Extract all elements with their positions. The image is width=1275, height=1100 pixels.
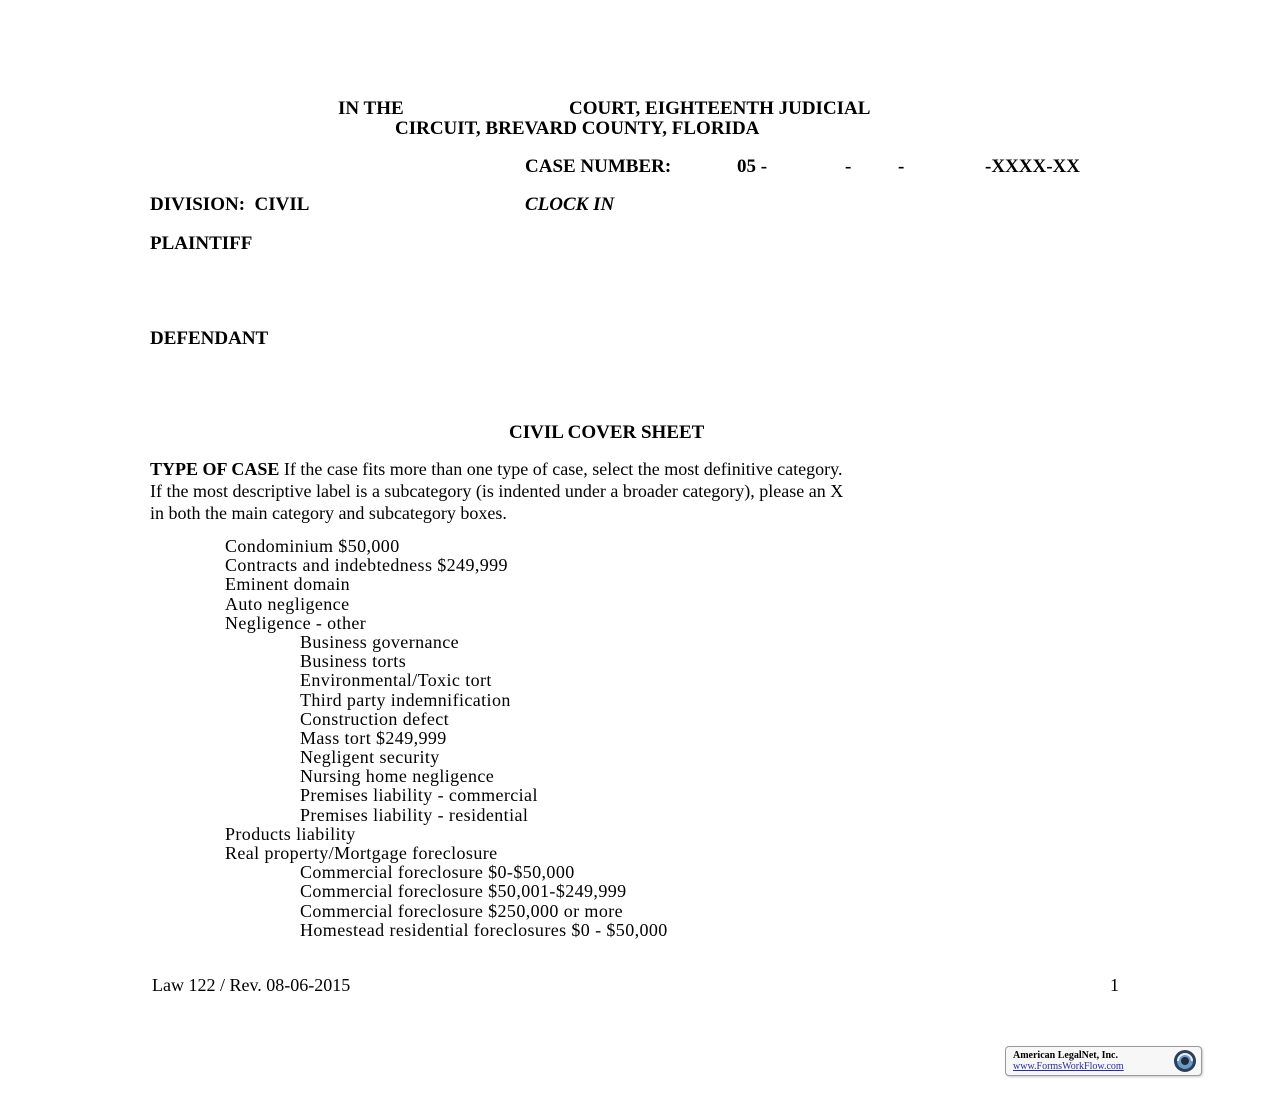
- case-number-part-1: 05 -: [737, 156, 768, 177]
- page-title: CIVIL COVER SHEET: [509, 422, 705, 443]
- case-type-item: Negligence - other: [225, 612, 367, 633]
- court-line-prefix: IN THE: [338, 98, 404, 119]
- instructions-lead: TYPE OF CASE: [150, 459, 280, 479]
- case-subtype-item: Environmental/Toxic tort: [300, 670, 492, 691]
- publisher-badge[interactable]: [1005, 1046, 1202, 1076]
- defendant-label: DEFENDANT: [150, 328, 269, 349]
- instructions-line-1-text: If the case fits more than one type of case, select the most definitive category.: [279, 459, 843, 479]
- case-type-item: Auto negligence: [225, 593, 350, 614]
- case-subtype-item: Mass tort $249,999: [300, 727, 447, 748]
- badge-url-link[interactable]: www.FormsWorkFlow.com: [1013, 1061, 1124, 1072]
- case-subtype-item: Nursing home negligence: [300, 766, 495, 787]
- case-type-item: Eminent domain: [225, 574, 351, 595]
- case-type-list: [225, 537, 668, 940]
- case-subtype-item: Commercial foreclosure $250,000 or more: [300, 900, 624, 921]
- case-subtype-item: Premises liability - residential: [300, 804, 529, 825]
- case-type-item: Contracts and indebtedness $249,999: [225, 555, 508, 576]
- case-subtype-item: Commercial foreclosure $50,001-$249,999: [300, 881, 627, 902]
- case-number-part-2: -: [845, 156, 852, 177]
- globe-logo-icon: [1173, 1049, 1197, 1073]
- page-number: 1: [1110, 975, 1119, 995]
- case-number-part-3: -: [898, 156, 905, 177]
- plaintiff-label: PLAINTIFF: [150, 233, 253, 254]
- case-subtype-item: Negligent security: [300, 747, 440, 768]
- instructions-line-3: in both the main category and subcategory boxes.: [150, 503, 507, 523]
- form-id: Law 122 / Rev. 08-06-2015: [152, 975, 351, 995]
- case-type-item: Condominium $50,000: [225, 536, 400, 556]
- court-line-2: CIRCUIT, BREVARD COUNTY, FLORIDA: [395, 118, 760, 139]
- case-number-label: CASE NUMBER:: [525, 156, 672, 177]
- instructions-line-1: [150, 458, 842, 480]
- case-number-part-4: -XXXX-XX: [985, 156, 1080, 177]
- case-subtype-item: Business governance: [300, 631, 460, 652]
- case-subtype-item: Premises liability - commercial: [300, 785, 538, 806]
- case-subtype-item: Commercial foreclosure $0-$50,000: [300, 862, 575, 883]
- case-type-item: Products liability: [225, 823, 356, 844]
- instructions-line-2: If the most descriptive label is a subcategory (is indented under a broader category), please an X: [150, 481, 844, 501]
- clock-in-label: CLOCK IN: [525, 194, 615, 215]
- case-subtype-item: Third party indemnification: [300, 689, 511, 710]
- badge-company: American LegalNet, Inc.: [1013, 1050, 1118, 1061]
- case-type-item: Real property/Mortgage foreclosure: [225, 843, 498, 863]
- case-subtype-item: Business torts: [300, 651, 407, 672]
- division-label: DIVISION: CIVIL: [150, 194, 310, 215]
- case-subtype-item: Construction defect: [300, 708, 450, 729]
- case-subtype-item: Homestead residential foreclosures $0 - $50,000: [300, 919, 668, 940]
- court-line-suffix: COURT, EIGHTEENTH JUDICIAL: [569, 98, 871, 119]
